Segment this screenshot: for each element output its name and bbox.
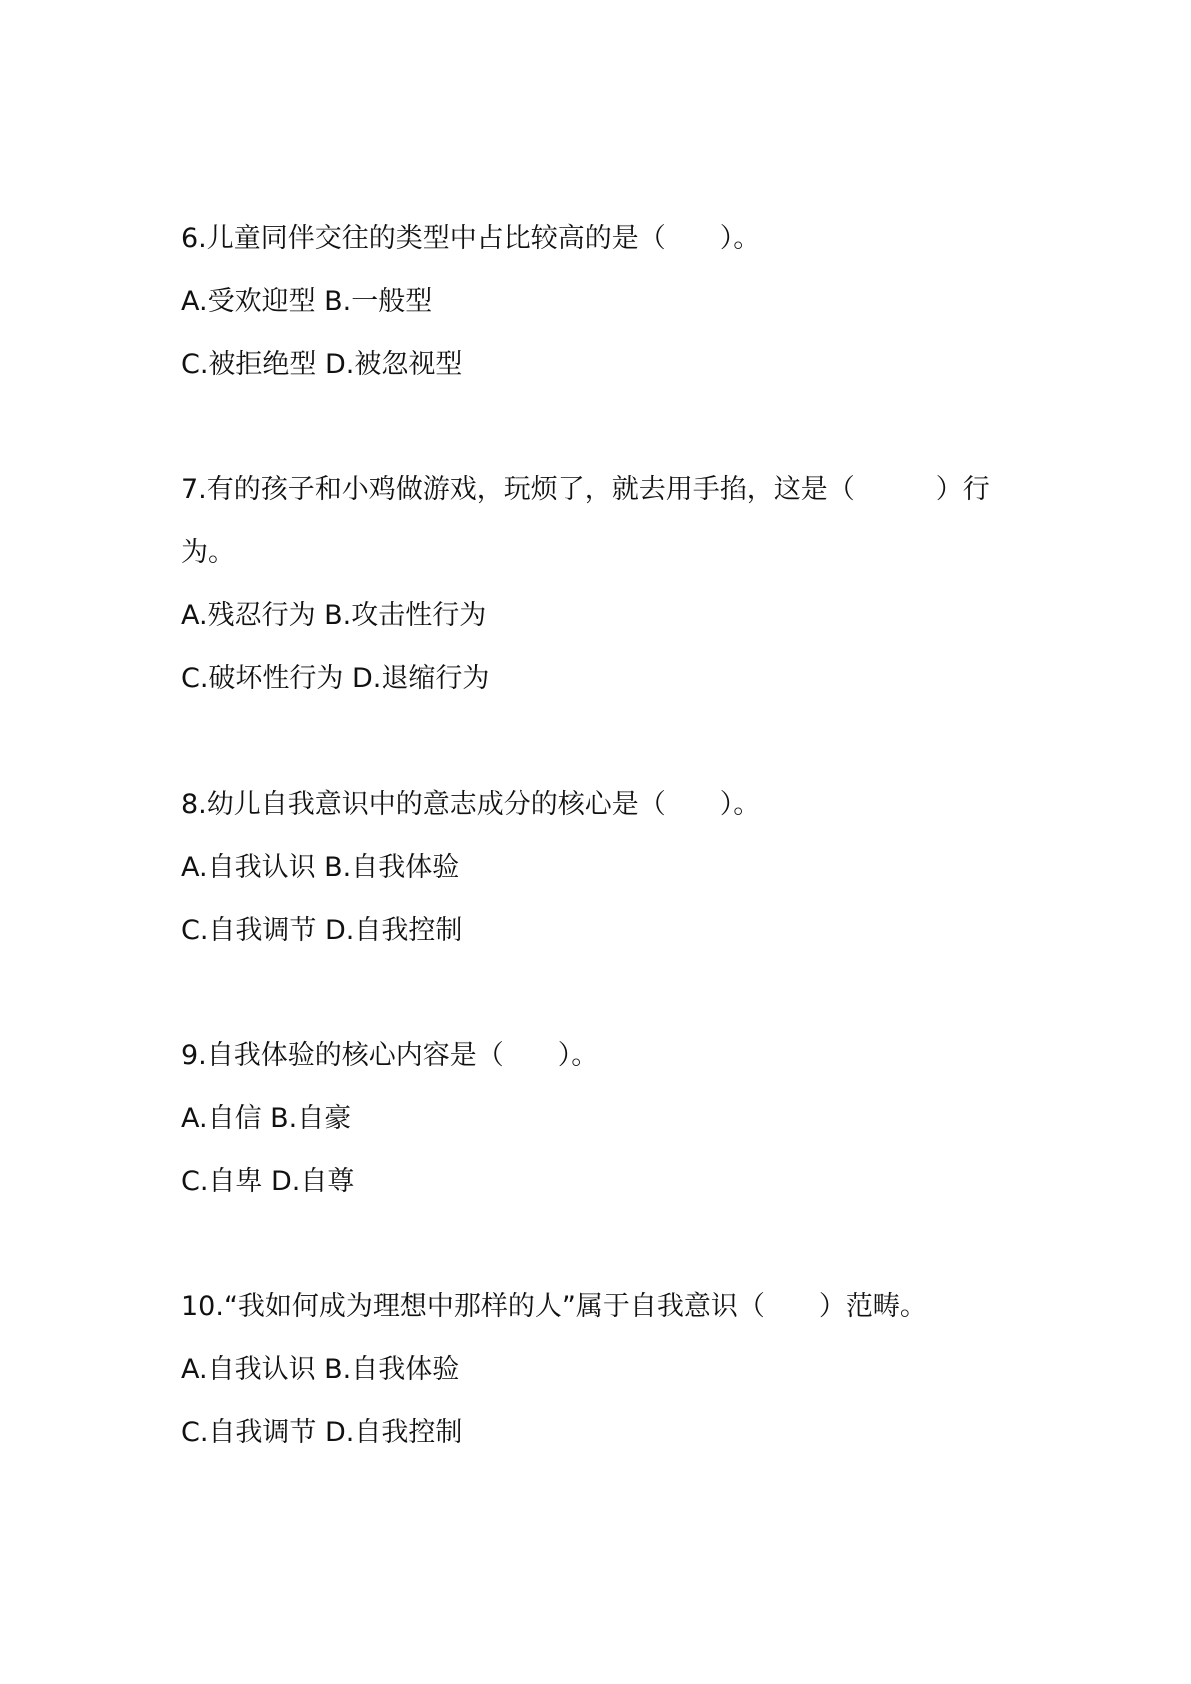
question-7-options-cd: C.破坏性行为 D.退缩行为 [181,663,490,694]
question-8-options-ab: A.自我认识 B.自我体验 [181,852,460,883]
question-8-stem: 8.幼儿自我意识中的意志成分的核心是（ ）。 [181,789,761,820]
question-6-stem: 6.儿童同伴交往的类型中占比较高的是（ ）。 [181,223,761,254]
question-10-options-ab: A.自我认识 B.自我体验 [181,1354,460,1385]
question-8-options-cd: C.自我调节 D.自我控制 [181,915,463,946]
question-9-options-ab: A.自信 B.自豪 [181,1103,352,1134]
question-6-options-cd: C.被拒绝型 D.被忽视型 [181,349,463,380]
question-9-options-cd: C.自卑 D.自尊 [181,1166,355,1197]
question-6-options-ab: A.受欢迎型 B.一般型 [181,286,433,317]
question-7-stem-line-1: 7.有的孩子和小鸡做游戏，玩烦了，就去用手掐，这是（ ）行 [181,474,990,505]
question-10-options-cd: C.自我调节 D.自我控制 [181,1417,463,1448]
question-7-options-ab: A.残忍行为 B.攻击性行为 [181,600,487,631]
question-7-stem-line-2: 为。 [181,537,235,568]
question-10-stem: 10.“我如何成为理想中那样的人”属于自我意识（ ）范畴。 [181,1291,927,1322]
question-9-stem: 9.自我体验的核心内容是（ ）。 [181,1040,599,1071]
